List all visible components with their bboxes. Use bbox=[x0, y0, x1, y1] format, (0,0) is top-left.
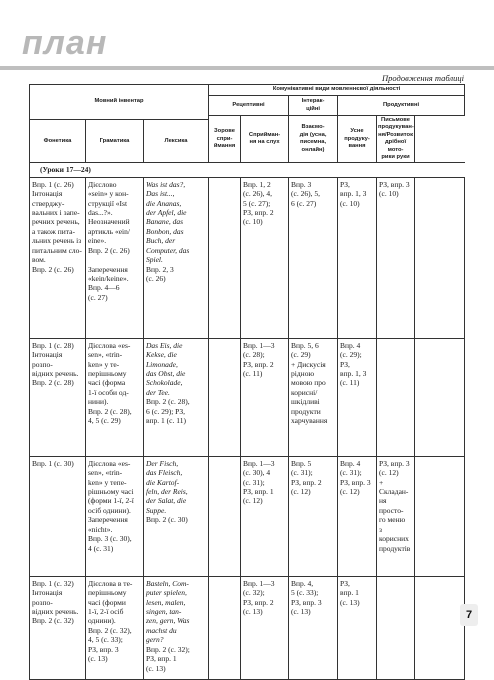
phonetics-cell: Впр. 1 (с. 26) Інтонація стверджу- вальних і запе- речних речень, а також пита- льних речень із питальним сло- вом. Впр. 2 (с. 26) bbox=[30, 177, 86, 338]
grammar-cell: Дієслово «sein» у кон- струкції «Ist das...?». Неозначений артикль «ein/ eine». Впр. 2 (с. 26) Заперечення «kein/keine». Впр. 4—6 (с. 27) bbox=[86, 177, 144, 338]
header-inventory: Мовний інвентар bbox=[30, 85, 209, 120]
written-cell: РЗ, впр. 3 (с. 10) bbox=[377, 177, 415, 338]
listening-cell: Впр. 1—3 (с. 30), 4 (с. 31); РЗ, впр. 1 (с. 12) bbox=[241, 456, 289, 576]
empty-cell bbox=[415, 338, 465, 456]
lexis-exercises: Впр. 2 (с. 30) bbox=[146, 515, 188, 525]
interaction-cell: Впр. 5, 6 (с. 29) + Дискусія рідною мовою про корисні/ шкідливі продукти харчування bbox=[289, 338, 338, 456]
lexis-words: Der Fisch, das Fleisch, die Kartof- feln, der Reis, der Salat, die Suppe. bbox=[146, 458, 188, 515]
table-row bbox=[30, 177, 465, 338]
header-oral: Усне продуку- вання bbox=[338, 116, 377, 163]
listening-cell: Впр. 1—3 (с. 32); РЗ, впр. 2 (с. 13) bbox=[241, 576, 289, 679]
phonetics-cell: Впр. 1 (с. 28) Інтонація розпо- відних речень. Впр. 2 (с. 28) bbox=[30, 338, 86, 456]
oral-cell: РЗ, впр. 1, 3 (с. 10) bbox=[338, 177, 377, 338]
header-productive: Продуктивні bbox=[338, 96, 465, 116]
lexis-cell bbox=[144, 177, 209, 338]
table-row bbox=[30, 338, 465, 456]
visual-cell bbox=[209, 576, 241, 679]
header-interactive: Інтерак- ційні bbox=[289, 96, 338, 116]
header-lexis: Лексика bbox=[144, 120, 209, 163]
oral-cell: Впр. 4 (с. 29); РЗ, впр. 1, 3 (с. 11) bbox=[338, 338, 377, 456]
lessons-range: (Уроки 17—24) bbox=[30, 163, 465, 177]
oral-cell: Впр. 4 (с. 31); РЗ, впр. 3 (с. 12) bbox=[338, 456, 377, 576]
empty-cell bbox=[415, 177, 465, 338]
empty-cell bbox=[415, 456, 465, 576]
header-interaction: Взаємо- дія (усна, писемна, онлайн) bbox=[289, 116, 338, 163]
phonetics-cell: Впр. 1 (с. 32) Інтонація розпо- відних речень. Впр. 2 (с. 32) bbox=[30, 576, 86, 679]
interaction-cell: Впр. 5 (с. 31); РЗ, впр. 2 (с. 12) bbox=[289, 456, 338, 576]
written-cell bbox=[377, 576, 415, 679]
lexis-words: Was ist das?, Das ist..., die Ananas, der Apfel, die Banane, das Bonbon, das Buch, der Computer, das Spiel. bbox=[146, 179, 190, 265]
phonetics-cell: Впр. 1 (с. 30) bbox=[30, 456, 86, 576]
header-phonetics: Фонетика bbox=[30, 120, 86, 163]
visual-cell bbox=[209, 338, 241, 456]
header-receptive: Рецептивні bbox=[209, 96, 289, 116]
header-divider bbox=[0, 66, 494, 70]
listening-cell: Впр. 1, 2 (с. 26), 4, 5 (с. 27); РЗ, впр. 2 (с. 10) bbox=[241, 177, 289, 338]
table-row bbox=[30, 456, 465, 576]
lexis-exercises: Впр. 2 (с. 28), 6 (с. 29); РЗ, впр. 1 (с. 11) bbox=[146, 397, 190, 426]
header-listening: Сприйман- ня на слух bbox=[241, 116, 289, 163]
lexis-exercises: Впр. 2 (с. 32); РЗ, впр. 1 (с. 13) bbox=[146, 644, 190, 673]
header-visual: Зорове спри- ймання bbox=[209, 116, 241, 163]
written-cell: РЗ, впр. 3 (с. 12) + Складан- ня просто- го меню з корисних продуктів bbox=[377, 456, 415, 576]
interaction-cell: Впр. 3 (с. 26), 5, 6 (с. 27) bbox=[289, 177, 338, 338]
page-number: 7 bbox=[460, 604, 478, 626]
section-header-word: план bbox=[22, 24, 108, 62]
lexis-cell bbox=[144, 338, 209, 456]
visual-cell bbox=[209, 456, 241, 576]
oral-cell: РЗ, впр. 1 (с. 13) bbox=[338, 576, 377, 679]
interaction-cell: Впр. 4, 5 (с. 33); РЗ, впр. 3 (с. 13) bbox=[289, 576, 338, 679]
continuation-note: Продовження таблиці bbox=[382, 73, 464, 83]
written-cell bbox=[377, 338, 415, 456]
lexis-cell bbox=[144, 576, 209, 679]
lesson-plan-table bbox=[29, 84, 465, 680]
header-grammar: Граматика bbox=[86, 120, 144, 163]
grammar-cell: Дієслова «es- sen», «trin- ken» у те- перішньому часі (форма 1-ї особи од- нини). Впр. 2 (с. 28), 4, 5 (с. 29) bbox=[86, 338, 144, 456]
listening-cell: Впр. 1—3 (с. 28); РЗ, впр. 2 (с. 11) bbox=[241, 338, 289, 456]
grammar-cell: Дієслова «es- sen», «trin- ken» у тепе- рішньому часі (форми 1-ї, 2-ї осіб однини). Заперечення «nicht». Впр. 3 (с. 30), 4 (с. 31) bbox=[86, 456, 144, 576]
lexis-exercises: Впр. 2, 3 (с. 26) bbox=[146, 264, 174, 283]
empty-cell bbox=[415, 576, 465, 679]
lexis-words: Basteln, Com- puter spielen, lesen, malen, singen, tan- zen, gern, Was machst du gern? bbox=[146, 578, 190, 645]
table-row bbox=[30, 576, 465, 679]
header-activities: Комунікативні види мовленнєвої діяльності bbox=[209, 85, 465, 96]
lexis-words: Das Eis, die Kekse, die Limonade, das Obst, die Schokolade, der Tee. bbox=[146, 340, 186, 397]
header-written: Письмове продукуван- ня/Розвиток дрібної мото- рики руки bbox=[377, 116, 415, 163]
visual-cell bbox=[209, 177, 241, 338]
lexis-cell bbox=[144, 456, 209, 576]
grammar-cell: Дієслова в те- перішньому часі (форми 1-ї, 2-ї осіб однини). Впр. 2 (с. 32), 4, 5 (с. 33); РЗ, впр. 3 (с. 13) bbox=[86, 576, 144, 679]
